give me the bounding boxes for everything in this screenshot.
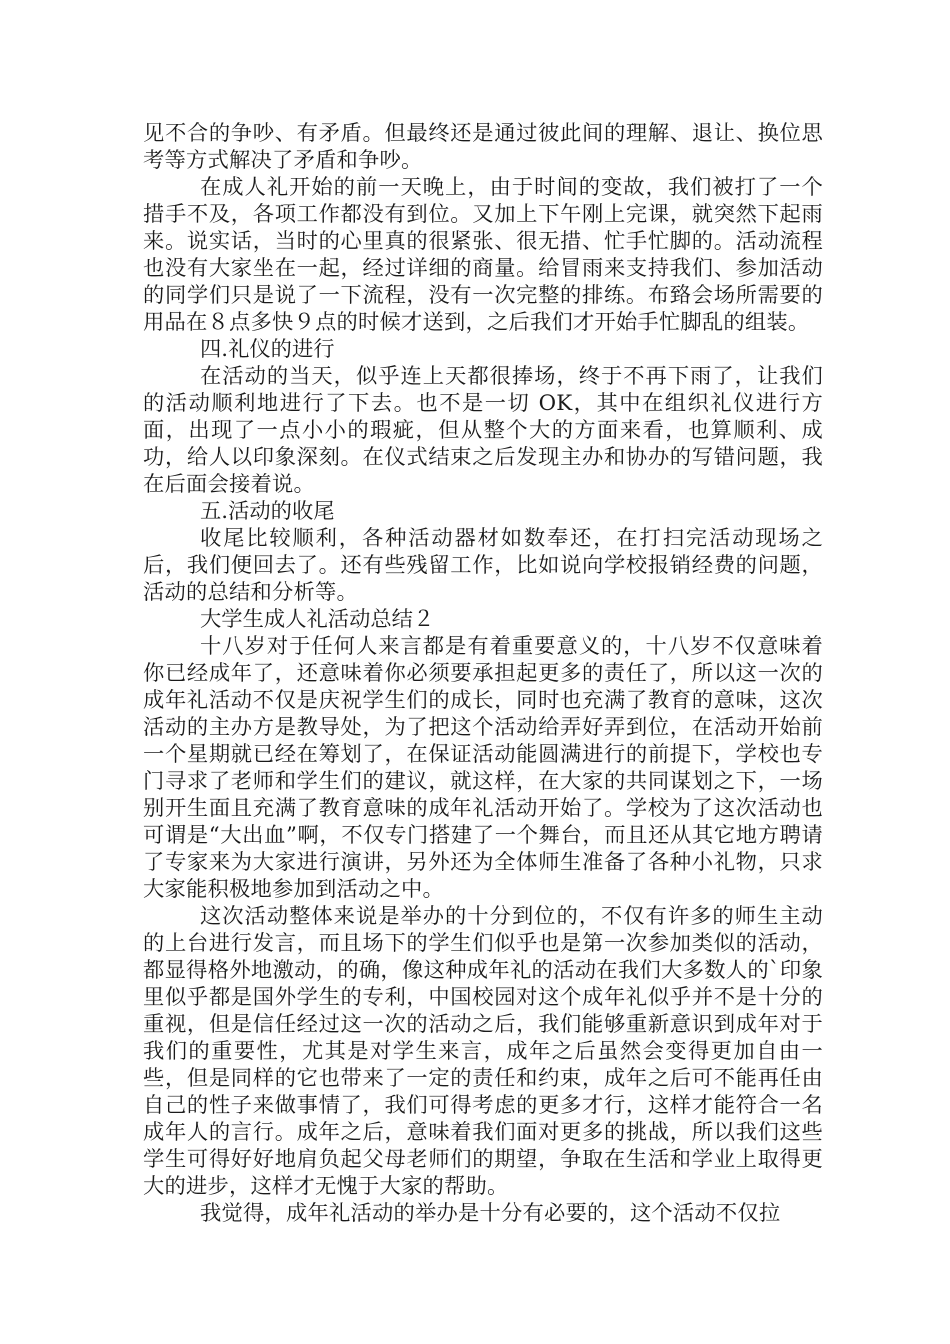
paragraph-2: 在成人礼开始的前一天晚上，由于时间的变故，我们被打了一个措手不及，各项工作都没有到位。又加上下午刚上完课，就突然下起雨来。说实话，当时的心里真的很紧张、很无措、忙手忙脚的。活动流程也没有大家坐在一起，经过详细的商量。给冒雨来支持我们、参加活动的同学们只是说了一下流程，没有一次完整的排练。布臵会场所需要的用品在８点多快９点的时候才送到，之后我们才开始手忙脚乱的组装。 bbox=[143, 175, 823, 335]
paragraph-4: 收尾比较顺利，各种活动器材如数奉还，在打扫完活动现场之后，我们便回去了。还有些残留工作，比如说向学校报销经费的问题，活动的总结和分析等。 bbox=[143, 526, 823, 605]
section-heading-4: 四.礼仪的进行 bbox=[200, 337, 335, 362]
paragraph-1: 见不合的争吵、有矛盾。但最终还是通过彼此间的理解、退让、换位思考等方式解决了矛盾和争吵。 bbox=[143, 121, 823, 173]
paragraph-6: 这次活动整体来说是举办的十分到位的，不仅有许多的师生主动的上台进行发言，而且场下的学生们似乎也是第一次参加类似的活动，都显得格外地激动，的确，像这种成年礼的活动在我们大多数人的`印象里似乎都是国外学生的专利，中国校园对这个成年礼似乎并不是十分的重视，但是信任经过这一次的活动之后，我们能够重新意识到成年对于我们的重要性，尤其是对学生来言，成年之后虽然会变得更加自由一些，但是同样的它也带来了一定的责任和约束，成年之后可不能再任由自己的性子来做事情了，我们可得考虑的更多才行，这样才能符合一名成年人的言行。成年之后，意味着我们面对更多的挑战，所以我们这些学生可得好好地肩负起父母老师们的期望，争取在生活和学业上取得更大的进步，这样才无愧于大家的帮助。 bbox=[143, 904, 823, 1199]
paragraph-7: 我觉得，成年礼活动的举办是十分有必要的，这个活动不仅拉 bbox=[200, 1201, 781, 1226]
paragraph-3: 在活动的当天，似乎连上天都很捧场，终于不再下雨了，让我们的活动顺利地进行了下去。也不是一切 OK，其中在组织礼仪进行方面，出现了一点小小的瑕疵，但从整个大的方面来看，也算顺利、成功，给人以印象深刻。在仪式结束之后发现主办和协办的写错问题，我在后面会接着说。 bbox=[143, 364, 823, 497]
document-page bbox=[143, 120, 823, 1227]
paragraph-5: 十八岁对于任何人来言都是有着重要意义的，十八岁不仅意味着你已经成年了，还意味着你必须要承担起更多的责任了，所以这一次的成年礼活动不仅是庆祝学生们的成长，同时也充满了教育的意味，这次活动的主办方是教导处，为了把这个活动给弄好弄到位，在活动开始前一个星期就已经在筹划了，在保证活动能圆满进行的前提下，学校也专门寻求了老师和学生们的建议，就这样，在大家的共同谋划之下，一场别开生面且充满了教育意味的成年礼活动开始了。学校为了这次活动也可谓是“大出血”啊，不仅专门搭建了一个舞台，而且还从其它地方聘请了专家来为大家进行演讲，另外还为全体师生准备了各种小礼物，只求大家能积极地参加到活动之中。 bbox=[143, 634, 823, 902]
section-heading-5: 五.活动的收尾 bbox=[200, 499, 335, 524]
article-title-2: 大学生成人礼活动总结２ bbox=[200, 607, 435, 632]
